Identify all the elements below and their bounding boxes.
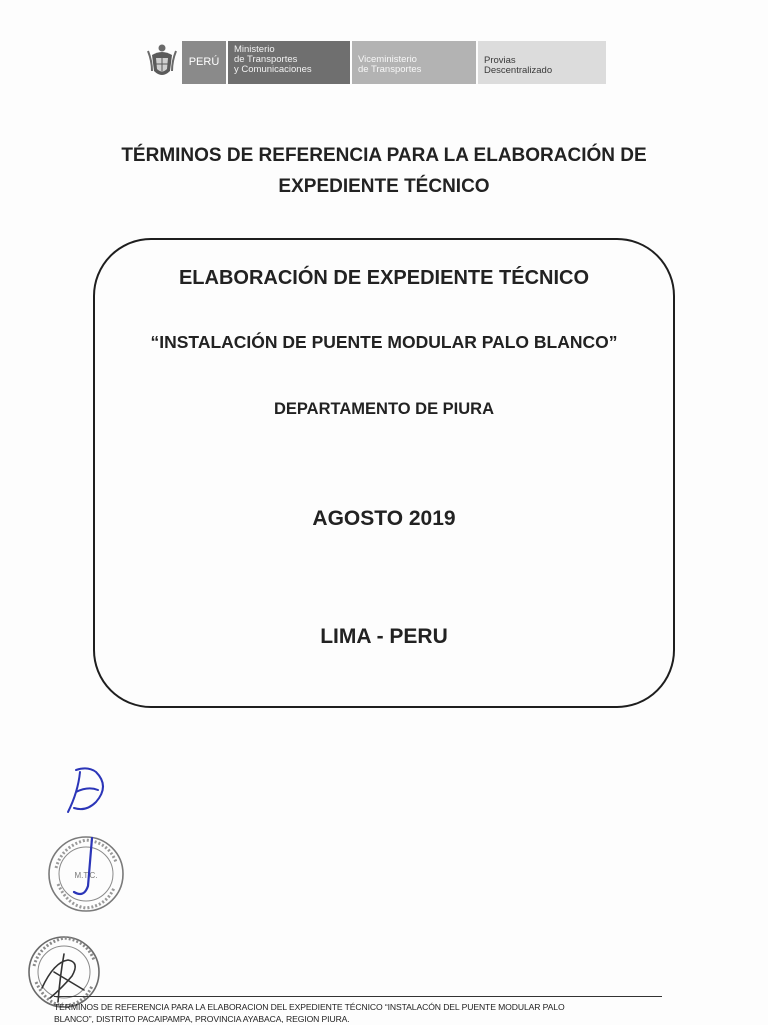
cover-box: [93, 238, 675, 708]
provias-line-2: Descentralizado: [484, 65, 553, 76]
project-name: “INSTALACIÓN DE PUENTE MODULAR PALO BLANCO”: [150, 332, 618, 352]
provias-label: [478, 41, 606, 84]
ministry-line-2: de Transportes: [234, 54, 298, 65]
ministry-label: [228, 41, 350, 84]
department-label: DEPARTAMENTO DE PIURA: [273, 400, 494, 418]
vice-ministry-line-1: Viceministerio: [358, 54, 417, 65]
document-title: [60, 140, 708, 202]
official-seal-stamp: [24, 932, 104, 1012]
box-heading: ELABORACIÓN DE EXPEDIENTE TÉCNICO: [178, 267, 590, 289]
footer-text: [54, 1001, 666, 1025]
peru-coat-of-arms-icon: [146, 41, 178, 84]
footer-rule: [54, 996, 662, 997]
footer-line-2: BLANCO”, DISTRITO PACAIPAMPA, PROVINCIA AYABACA, REGION PIURA.: [54, 1014, 350, 1024]
date-label: AGOSTO 2019: [312, 507, 456, 530]
ministry-line-1: Ministerio: [234, 44, 275, 55]
seal-text: M.T.C.: [74, 871, 98, 880]
provias-line-1: Provias: [484, 55, 516, 66]
footer-line-1: TÉRMINOS DE REFERENCIA PARA LA ELABORACION DEL EXPEDIENTE TÉCNICO “INSTALACÓN DEL PUENTE MODULAR PALO: [54, 1002, 565, 1012]
place-label: LIMA - PERU: [320, 625, 448, 648]
ministry-line-3: y Comunicaciones: [234, 64, 312, 75]
document-title-line-2: EXPEDIENTE TÉCNICO: [278, 176, 490, 197]
official-seal-stamp: [44, 832, 128, 916]
document-title-line-1: TÉRMINOS DE REFERENCIA PARA LA ELABORACIÓN DE: [121, 145, 647, 166]
handwritten-signature: [58, 762, 120, 822]
vice-ministry-line-2: de Transportes: [358, 64, 422, 75]
vice-ministry-label: [352, 41, 476, 84]
header-banner: [146, 41, 606, 84]
peru-label: PERÚ: [182, 41, 226, 84]
